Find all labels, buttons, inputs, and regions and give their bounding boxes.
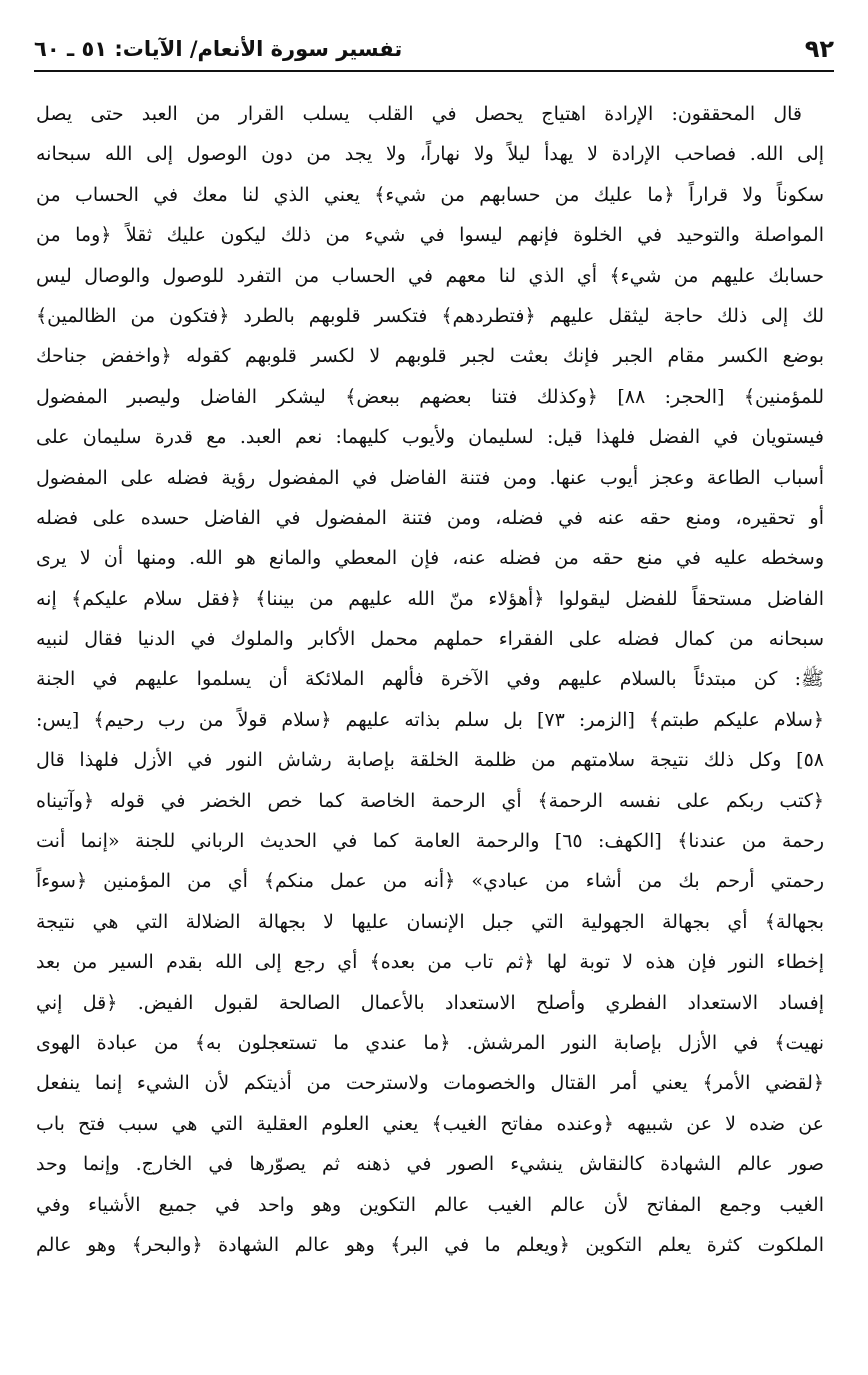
text-line: حسابك عليهم من شيء﴾ أي الذي لنا معهم في الحساب من التفرد للوصول والوصال ليس: [36, 264, 824, 287]
text-line: للمؤمنين﴾ [الحجر: ٨٨] ﴿وكذلك فتنا بعضهم ببعض﴾ ليشكر الفاضل وليصبر المفضول: [36, 385, 824, 408]
text-line: إفساد الاستعداد الفطري وأصلح الاستعداد بالأعمال الصالحة لقبول الفيض. ﴿قل إني: [36, 991, 824, 1014]
text-line: إلى الله. فصاحب الإرادة لا يهدأ ليلاً ولا نهاراً، ولا يجد من دون الوصول إلى الله سبحانه: [36, 143, 824, 166]
text-line: لك إلى ذلك حاجة ليثقل عليهم ﴿فتطردهم﴾ فتكسر قلوبهم بالطرد ﴿فتكون من الظالمين﴾: [36, 304, 824, 327]
text-line: ﴿كتب ربكم على نفسه الرحمة﴾ أي الرحمة الخاصة كما خص الخضر في قوله ﴿وآتيناه: [36, 789, 824, 812]
text-line: وسخطه عليه في منع حقه من فضله عنه، فإن المعطي والمانع هو الله. ومنها أن لا يرى: [36, 547, 824, 570]
tafsir-body-text: [36, 94, 824, 1265]
text-line: بجهالة﴾ أي بجهالة الجهولية التي جبل الإنسان عليها لا بجهالة الضلالة التي هي نتيجة: [36, 910, 824, 933]
text-line: ﴿لقضي الأمر﴾ يعني أمر القتال والخصومات ولاسترحت من أذيتكم لأن الشيء إنما ينفعل: [36, 1072, 824, 1095]
text-line: رحمة من عندنا﴾ [الكهف: ٦٥] والرحمة العامة كما في الحديث الرباني للجنة «إنما أنت: [36, 830, 824, 853]
page-number: ٩٢: [804, 35, 834, 63]
text-line: ٥٨] وكل ذلك نتيجة سلامتهم من ظلمة الخلقة بإصابة رشاش النور في الأزل فلهذا قال: [36, 749, 824, 772]
text-line: الغيب وجمع المفاتح لأن عالم الغيب عالم التكوين وهو واحد في جميع الأشياء وفي: [36, 1193, 824, 1216]
text-line: عن ضده لا عن شبيهه ﴿وعنده مفاتح الغيب﴾ يعني العلوم العقلية التي هي سبب فتح باب: [36, 1112, 824, 1135]
text-line: أسباب الطاعة وعجز أيوب عنها. ومن فتنة الفاضل في المفضول رؤية فضله على المفضول: [36, 466, 824, 489]
text-line: المواصلة والتوحيد في الخلوة فإنهم ليسوا في شيء من ذلك ليكون عليك ثقلاً ﴿وما من: [36, 224, 824, 247]
text-line: الفاضل مستحقاً للفضل ليقولوا ﴿أهؤلاء منّ الله عليهم من بيننا﴾ ﴿فقل سلام عليكم﴾ إنه: [36, 587, 824, 610]
text-line: قال المحققون: الإرادة اهتياج يحصل في القلب يسلب القرار من العبد حتى يصل: [36, 103, 802, 125]
text-line: ﴿سلام عليكم طبتم﴾ [الزمر: ٧٣] بل سلم بذاته عليهم ﴿سلام قولاً من رب رحيم﴾ [يس:: [36, 708, 824, 731]
text-line: بوضع الكسر مقام الجبر فإنك بعثت لجبر قلوبهم لا لكسر قلوبهم كقوله ﴿واخفض جناحك: [36, 345, 824, 368]
text-line: فيستويان في الفضل فلهذا قيل: لسليمان ولأيوب كليهما: نعم العبد. مع قدرة سليمان على: [36, 426, 824, 449]
text-line: ﷺ: كن مبتدئاً بالسلام عليهم وفي الآخرة فألهم الملائكة أن يسلموا عليهم في الجنة: [36, 668, 824, 691]
text-line: نهيت﴾ في الأزل بإصابة النور المرشش. ﴿ما عندي ما تستعجلون به﴾ من عبادة الهوى: [36, 1031, 824, 1054]
text-line: سكوناً ولا قراراً ﴿ما عليك من حسابهم من شيء﴾ يعني الذي لنا معك في الحساب من: [36, 183, 824, 206]
page-header: [34, 28, 834, 72]
text-line: صور عالم الشهادة كالنقاش ينشيء الصور في ذهنه ثم يصوّرها في الخارج. وإنما وحد: [36, 1153, 824, 1176]
text-line: الملكوت كثرة يعلم التكوين ﴿ويعلم ما في البر﴾ وهو عالم الشهادة ﴿والبحر﴾ وهو عالم: [36, 1233, 824, 1256]
text-line: سبحانه من كمال فضله على الفقراء حملهم محمل الأكابر والملوك في الدنيا فقال لنبيه: [36, 628, 824, 651]
text-line: إخطاء النور فإن هذه لا توبة لها ﴿ثم تاب من بعده﴾ أي رجع إلى الله بقدم السير من بعد: [36, 951, 824, 974]
running-title: تفسير سورة الأنعام/ الآيات: ٥١ ـ ٦٠: [34, 37, 403, 61]
text-line: أو تحقيره، ومنع حقه عنه في فضله، ومن فتنة المفضول في الفاضل حسده على فضله: [36, 506, 824, 529]
text-line: رحمتي أرحم بك من أشاء من عبادي» ﴿أنه من عمل منكم﴾ أي من المؤمنين ﴿سوءاً: [36, 870, 824, 893]
